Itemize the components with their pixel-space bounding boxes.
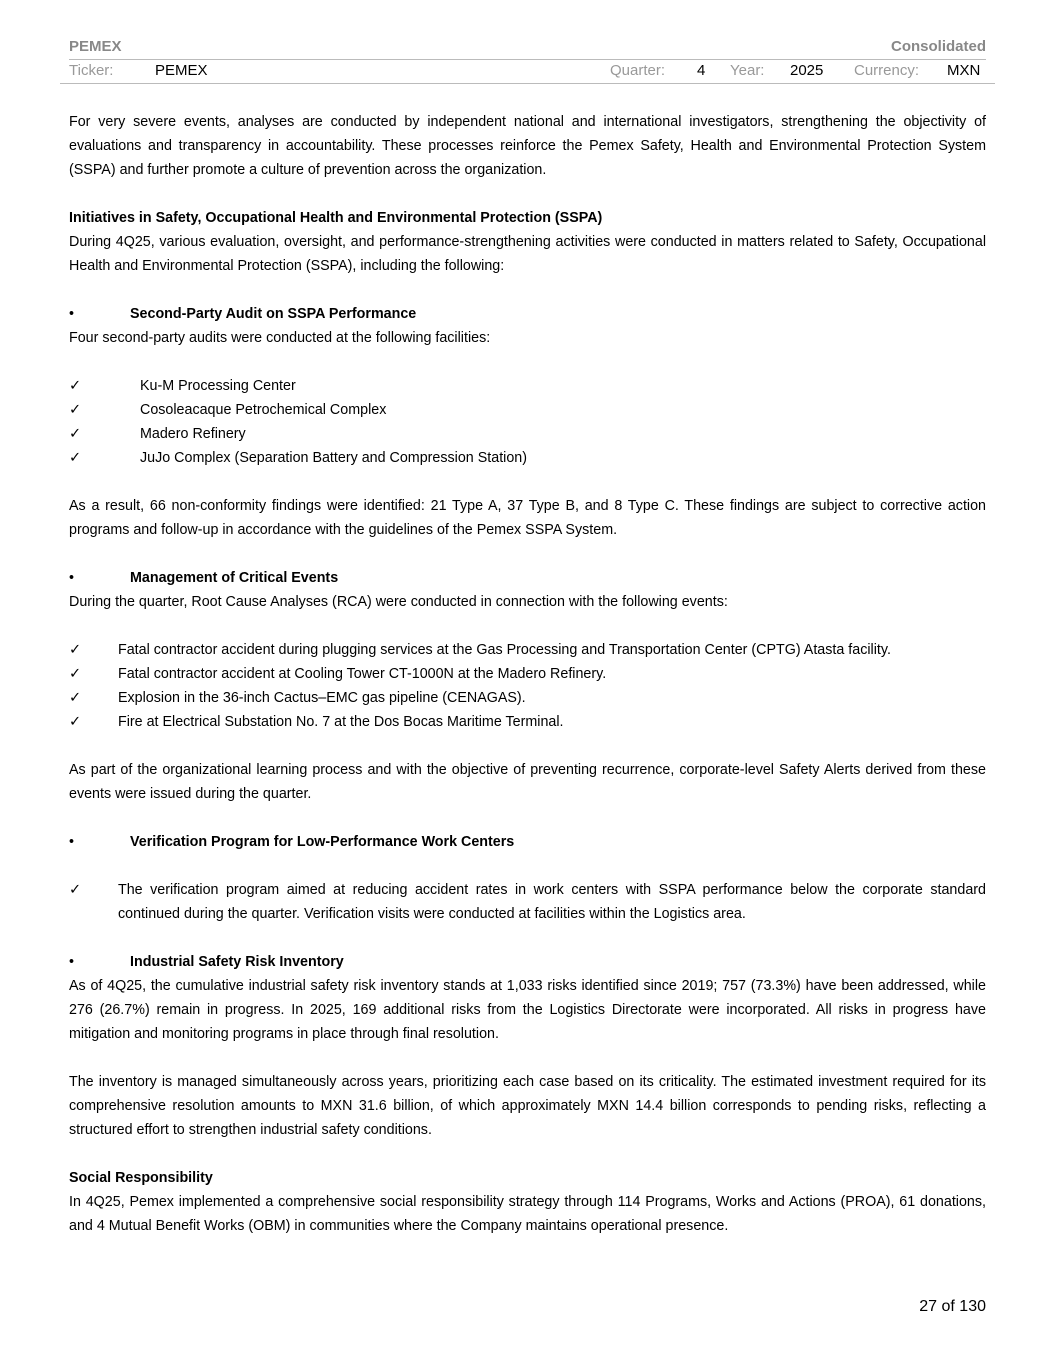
- list-item: ✓ Ku-M Processing Center: [69, 374, 986, 398]
- list-item: ✓ Explosion in the 36-inch Cactus–EMC gas pipeline (CENAGAS).: [69, 686, 986, 710]
- check-icon: ✓: [69, 426, 81, 442]
- report-header: [69, 37, 986, 60]
- section-heading: Initiatives in Safety, Occupational Health and Environmental Protection (SSPA): [69, 210, 603, 226]
- paragraph: During the quarter, Root Cause Analyses (RCA) were conducted in connection with the following events:: [69, 594, 728, 610]
- check-icon: ✓: [69, 882, 81, 898]
- list-item: ✓ The verification program aimed at reducing accident rates in work centers with SSPA performance below the corporate standard continued during the quarter. Verification visits were conducted at facilities within the Logistics area.: [69, 878, 986, 926]
- quarter-label: Quarter:: [610, 62, 666, 79]
- ticker-label: Ticker:: [69, 62, 114, 79]
- year-value: 2025: [790, 62, 824, 79]
- company-name: PEMEX: [69, 38, 122, 55]
- paragraph: As of 4Q25, the cumulative industrial safety risk inventory stands at 1,033 risks identified since 2019; 757 (73.3%) have been addressed, while 276 (26.7%) remain in progress. In 2025, 169 additional risks from the Logistics Directorate were incorporated. All risks in progress have mitigation and monitoring programs in place through final resolution.: [69, 978, 986, 1042]
- check-icon: ✓: [69, 690, 81, 706]
- report-scope: Consolidated: [890, 38, 986, 55]
- check-icon: ✓: [69, 450, 81, 466]
- paragraph: For very severe events, analyses are conducted by independent national and international investigators, strengthening the objectivity of evaluations and transparency in accountability. These processes reinforce the Pemex Safety, Health and Environmental Protection System (SSPA) and further promote a culture of prevention across the organization.: [69, 114, 986, 178]
- list-item: ✓ JuJo Complex (Separation Battery and Compression Station): [69, 446, 986, 470]
- page-number: 27 of 130: [919, 1298, 986, 1315]
- check-icon: ✓: [69, 666, 81, 682]
- check-icon: ✓: [69, 714, 81, 730]
- list-item: ✓ Cosoleacaque Petrochemical Complex: [69, 398, 986, 422]
- year-label: Year:: [730, 62, 765, 79]
- check-icon: ✓: [69, 642, 81, 658]
- list-item: ✓ Fatal contractor accident at Cooling Tower CT-1000N at the Madero Refinery.: [69, 662, 986, 686]
- paragraph: During 4Q25, various evaluation, oversight, and performance-strengthening activities were conducted in matters related to Safety, Occupational Health and Environmental Protection (SSPA), including the following:: [69, 234, 986, 274]
- document-body: [69, 110, 986, 1262]
- check-icon: ✓: [69, 402, 81, 418]
- list-item: ✓ Madero Refinery: [69, 422, 986, 446]
- bullet-heading: • Verification Program for Low-Performance Work Centers: [69, 830, 986, 854]
- list-item: ✓ Fire at Electrical Substation No. 7 at the Dos Bocas Maritime Terminal.: [69, 710, 986, 734]
- bullet-icon: •: [69, 570, 75, 586]
- list-item: ✓ Fatal contractor accident during plugging services at the Gas Processing and Transportation Center (CPTG) Atasta facility.: [69, 638, 986, 662]
- bullet-icon: •: [69, 306, 75, 322]
- paragraph: In 4Q25, Pemex implemented a comprehensive social responsibility strategy through 114 Programs, Works and Actions (PROA), 61 donations, and 4 Mutual Benefit Works (OBM) in communities where the Company maintains operational presence.: [69, 1194, 986, 1234]
- quarter-value: 4: [697, 62, 706, 79]
- bullet-icon: •: [69, 954, 75, 970]
- bullet-icon: •: [69, 834, 75, 850]
- check-icon: ✓: [69, 378, 81, 394]
- ticker-value: PEMEX: [155, 62, 208, 79]
- bullet-heading: • Second-Party Audit on SSPA Performance: [69, 302, 986, 326]
- section-heading: Social Responsibility: [69, 1170, 213, 1186]
- bullet-heading: • Industrial Safety Risk Inventory: [69, 950, 986, 974]
- paragraph: The inventory is managed simultaneously across years, prioritizing each case based on its criticality. The estimated investment required for its comprehensive resolution amounts to MXN 31.6 billion, of which approximately MXN 14.4 billion corresponds to pending risks, reflecting a structured effort to strengthen industrial safety conditions.: [69, 1074, 986, 1138]
- paragraph: As part of the organizational learning process and with the objective of preventing recurrence, corporate-level Safety Alerts derived from these events were issued during the quarter.: [69, 762, 986, 802]
- currency-label: Currency:: [854, 62, 920, 79]
- currency-value: MXN: [947, 62, 981, 79]
- report-meta: [60, 60, 995, 84]
- paragraph: Four second-party audits were conducted at the following facilities:: [69, 330, 491, 346]
- paragraph: As a result, 66 non-conformity findings were identified: 21 Type A, 37 Type B, and 8 Type C. These findings are subject to corrective action programs and follow-up in accordance with the guidelines of the Pemex SSPA System.: [69, 498, 986, 538]
- bullet-heading: • Management of Critical Events: [69, 566, 986, 590]
